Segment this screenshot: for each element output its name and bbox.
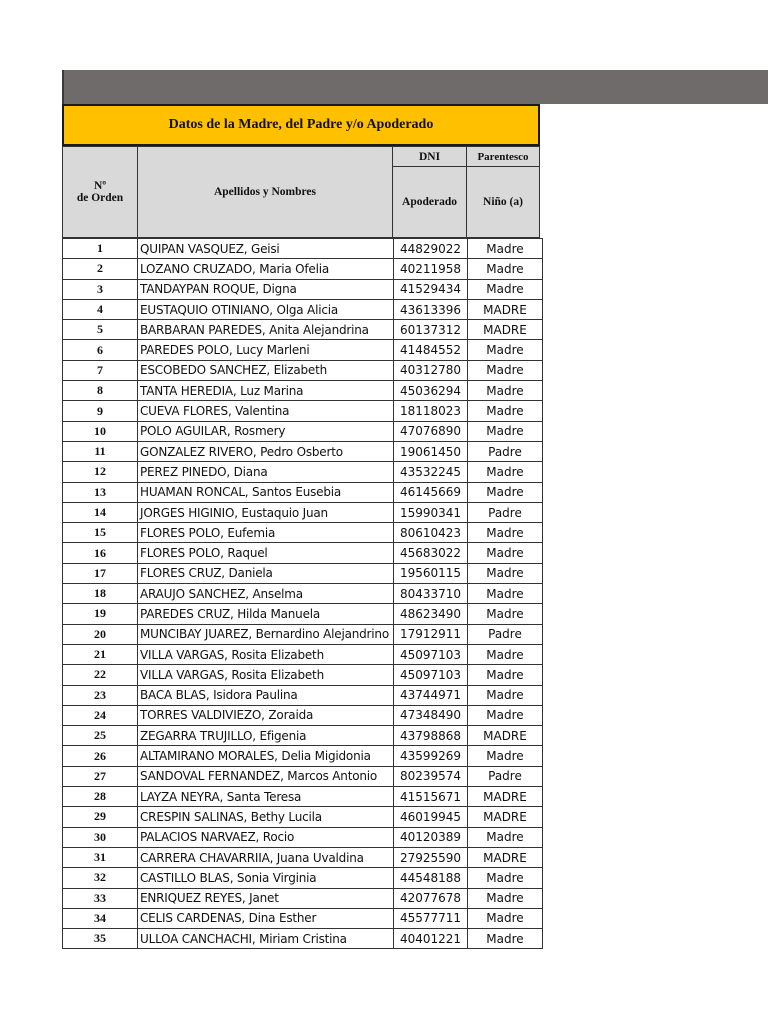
- row-parentesco: Padre: [468, 441, 543, 461]
- row-parentesco: Padre: [468, 502, 543, 522]
- row-number: 24: [63, 705, 138, 725]
- row-name: CARRERA CHAVARRIIA, Juana Uvaldina: [138, 847, 394, 867]
- row-dni: 43744971: [394, 685, 468, 705]
- row-parentesco: Madre: [468, 279, 543, 299]
- row-parentesco: Madre: [468, 888, 543, 908]
- row-parentesco: Madre: [468, 340, 543, 360]
- table-row: [63, 340, 543, 360]
- row-dni: 60137312: [394, 320, 468, 340]
- row-dni: 41515671: [394, 787, 468, 807]
- table-row: [63, 868, 543, 888]
- row-dni: 44829022: [394, 239, 468, 259]
- table-row: [63, 543, 543, 563]
- header-bar-edge: [62, 70, 64, 104]
- row-name: VILLA VARGAS, Rosita Elizabeth: [138, 665, 394, 685]
- row-number: 35: [63, 929, 138, 949]
- table-row: [63, 462, 543, 482]
- row-number: 13: [63, 482, 138, 502]
- row-name: ULLOA CANCHACHI, Miriam Cristina: [138, 929, 394, 949]
- table-row: [63, 766, 543, 786]
- table-row: [63, 665, 543, 685]
- row-name: ENRIQUEZ REYES, Janet: [138, 888, 394, 908]
- row-dni: 48623490: [394, 604, 468, 624]
- row-parentesco: Madre: [468, 685, 543, 705]
- row-name: BARBARAN PAREDES, Anita Alejandrina: [138, 320, 394, 340]
- row-dni: 43613396: [394, 299, 468, 319]
- row-number: 8: [63, 381, 138, 401]
- row-number: 25: [63, 726, 138, 746]
- row-dni: 40312780: [394, 360, 468, 380]
- row-name: VILLA VARGAS, Rosita Elizabeth: [138, 644, 394, 664]
- row-name: CELIS CARDENAS, Dina Esther: [138, 908, 394, 928]
- table-row: [63, 482, 543, 502]
- row-number: 10: [63, 421, 138, 441]
- row-number: 26: [63, 746, 138, 766]
- row-parentesco: Madre: [468, 563, 543, 583]
- row-dni: 45036294: [394, 381, 468, 401]
- table-row: [63, 401, 543, 421]
- row-name: GONZALEZ RIVERO, Pedro Osberto: [138, 441, 394, 461]
- row-parentesco: MADRE: [468, 847, 543, 867]
- row-parentesco: Madre: [468, 462, 543, 482]
- table-row: [63, 644, 543, 664]
- row-number: 19: [63, 604, 138, 624]
- row-number: 17: [63, 563, 138, 583]
- row-number: 34: [63, 908, 138, 928]
- row-dni: 42077678: [394, 888, 468, 908]
- row-name: FLORES POLO, Eufemia: [138, 523, 394, 543]
- row-dni: 17912911: [394, 624, 468, 644]
- row-number: 32: [63, 868, 138, 888]
- row-dni: 80610423: [394, 523, 468, 543]
- row-parentesco: MADRE: [468, 320, 543, 340]
- row-parentesco: Madre: [468, 929, 543, 949]
- table-row: [63, 320, 543, 340]
- row-name: MUNCIBAY JUAREZ, Bernardino Alejandrino: [138, 624, 394, 644]
- row-dni: 40401221: [394, 929, 468, 949]
- row-parentesco: MADRE: [468, 807, 543, 827]
- row-dni: 15990341: [394, 502, 468, 522]
- row-name: FLORES CRUZ, Daniela: [138, 563, 394, 583]
- header-orden: Nº de Orden: [62, 146, 138, 238]
- row-number: 4: [63, 299, 138, 319]
- row-number: 20: [63, 624, 138, 644]
- row-number: 30: [63, 827, 138, 847]
- row-dni: 80433710: [394, 584, 468, 604]
- header-nino: Niño (a): [466, 166, 540, 238]
- header-apoderado: Apoderado: [392, 166, 467, 238]
- table-row: [63, 888, 543, 908]
- row-name: CASTILLO BLAS, Sonia Virginia: [138, 868, 394, 888]
- row-name: ESCOBEDO SANCHEZ, Elizabeth: [138, 360, 394, 380]
- row-number: 2: [63, 259, 138, 279]
- row-parentesco: Madre: [468, 523, 543, 543]
- row-parentesco: MADRE: [468, 787, 543, 807]
- row-dni: 19061450: [394, 441, 468, 461]
- row-number: 21: [63, 644, 138, 664]
- header-dni: DNI: [392, 146, 467, 167]
- guardians-table: [62, 238, 543, 949]
- table-row: [63, 604, 543, 624]
- row-name: TORRES VALDIVIEZO, Zoraida: [138, 705, 394, 725]
- row-parentesco: Madre: [468, 644, 543, 664]
- table-row: [63, 502, 543, 522]
- row-dni: 41484552: [394, 340, 468, 360]
- table-row: [63, 726, 543, 746]
- row-dni: 45577711: [394, 908, 468, 928]
- row-name: FLORES POLO, Raquel: [138, 543, 394, 563]
- row-dni: 46019945: [394, 807, 468, 827]
- header-apellidos-nombres: Apellidos y Nombres: [137, 146, 393, 238]
- table-row: [63, 279, 543, 299]
- row-parentesco: MADRE: [468, 299, 543, 319]
- table-row: [63, 259, 543, 279]
- row-number: 29: [63, 807, 138, 827]
- row-parentesco: Madre: [468, 360, 543, 380]
- row-parentesco: Padre: [468, 624, 543, 644]
- row-dni: 43599269: [394, 746, 468, 766]
- row-number: 28: [63, 787, 138, 807]
- row-number: 3: [63, 279, 138, 299]
- row-dni: 43798868: [394, 726, 468, 746]
- row-name: CUEVA FLORES, Valentina: [138, 401, 394, 421]
- table-row: [63, 624, 543, 644]
- row-name: LAYZA NEYRA, Santa Teresa: [138, 787, 394, 807]
- table-body: [63, 239, 543, 949]
- row-number: 5: [63, 320, 138, 340]
- row-dni: 19560115: [394, 563, 468, 583]
- row-name: CRESPIN SALINAS, Bethy Lucila: [138, 807, 394, 827]
- row-number: 31: [63, 847, 138, 867]
- row-number: 12: [63, 462, 138, 482]
- row-name: HUAMAN RONCAL, Santos Eusebia: [138, 482, 394, 502]
- row-parentesco: Madre: [468, 827, 543, 847]
- row-number: 9: [63, 401, 138, 421]
- table-row: [63, 584, 543, 604]
- row-parentesco: Madre: [468, 381, 543, 401]
- table-row: [63, 929, 543, 949]
- row-number: 11: [63, 441, 138, 461]
- row-parentesco: Madre: [468, 421, 543, 441]
- row-number: 33: [63, 888, 138, 908]
- table-row: [63, 381, 543, 401]
- row-name: TANTA HEREDIA, Luz Marina: [138, 381, 394, 401]
- row-dni: 43532245: [394, 462, 468, 482]
- table-row: [63, 239, 543, 259]
- row-parentesco: Madre: [468, 584, 543, 604]
- row-dni: 80239574: [394, 766, 468, 786]
- row-name: TANDAYPAN ROQUE, Digna: [138, 279, 394, 299]
- row-number: 27: [63, 766, 138, 786]
- row-parentesco: Madre: [468, 482, 543, 502]
- row-dni: 44548188: [394, 868, 468, 888]
- row-dni: 47348490: [394, 705, 468, 725]
- row-name: PALACIOS NARVAEZ, Rocio: [138, 827, 394, 847]
- row-parentesco: Madre: [468, 239, 543, 259]
- row-number: 18: [63, 584, 138, 604]
- row-number: 16: [63, 543, 138, 563]
- row-parentesco: Madre: [468, 908, 543, 928]
- row-name: PEREZ PINEDO, Diana: [138, 462, 394, 482]
- table-row: [63, 827, 543, 847]
- row-number: 23: [63, 685, 138, 705]
- table-row: [63, 807, 543, 827]
- row-number: 6: [63, 340, 138, 360]
- row-parentesco: Padre: [468, 766, 543, 786]
- table-title: Datos de la Madre, del Padre y/o Apoderado: [62, 104, 540, 146]
- row-dni: 40211958: [394, 259, 468, 279]
- row-dni: 41529434: [394, 279, 468, 299]
- table-row: [63, 360, 543, 380]
- row-dni: 18118023: [394, 401, 468, 421]
- table-row: [63, 563, 543, 583]
- row-dni: 45097103: [394, 644, 468, 664]
- row-name: PAREDES CRUZ, Hilda Manuela: [138, 604, 394, 624]
- table-row: [63, 787, 543, 807]
- row-parentesco: Madre: [468, 401, 543, 421]
- row-dni: 27925590: [394, 847, 468, 867]
- row-name: ZEGARRA TRUJILLO, Efigenia: [138, 726, 394, 746]
- row-dni: 46145669: [394, 482, 468, 502]
- row-name: BACA BLAS, Isidora Paulina: [138, 685, 394, 705]
- table-row: [63, 746, 543, 766]
- row-parentesco: Madre: [468, 705, 543, 725]
- row-number: 1: [63, 239, 138, 259]
- row-number: 14: [63, 502, 138, 522]
- table-row: [63, 421, 543, 441]
- row-parentesco: Madre: [468, 746, 543, 766]
- row-parentesco: Madre: [468, 543, 543, 563]
- row-parentesco: Madre: [468, 259, 543, 279]
- table-row: [63, 523, 543, 543]
- row-dni: 40120389: [394, 827, 468, 847]
- header-bar: [62, 70, 768, 104]
- row-name: ALTAMIRANO MORALES, Delia Migidonia: [138, 746, 394, 766]
- row-dni: 45097103: [394, 665, 468, 685]
- table-row: [63, 908, 543, 928]
- row-dni: 47076890: [394, 421, 468, 441]
- row-dni: 45683022: [394, 543, 468, 563]
- row-number: 7: [63, 360, 138, 380]
- row-name: QUIPAN VASQUEZ, Geisi: [138, 239, 394, 259]
- row-name: POLO AGUILAR, Rosmery: [138, 421, 394, 441]
- table-row: [63, 847, 543, 867]
- table-row: [63, 299, 543, 319]
- row-name: EUSTAQUIO OTINIANO, Olga Alicia: [138, 299, 394, 319]
- row-name: LOZANO CRUZADO, Maria Ofelia: [138, 259, 394, 279]
- row-parentesco: Madre: [468, 665, 543, 685]
- row-name: PAREDES POLO, Lucy Marleni: [138, 340, 394, 360]
- row-name: ARAUJO SANCHEZ, Anselma: [138, 584, 394, 604]
- row-parentesco: Madre: [468, 604, 543, 624]
- row-name: SANDOVAL FERNANDEZ, Marcos Antonio: [138, 766, 394, 786]
- header-parentesco: Parentesco: [466, 146, 540, 167]
- row-parentesco: MADRE: [468, 726, 543, 746]
- row-name: JORGES HIGINIO, Eustaquio Juan: [138, 502, 394, 522]
- table-row: [63, 685, 543, 705]
- row-number: 15: [63, 523, 138, 543]
- row-number: 22: [63, 665, 138, 685]
- table-row: [63, 441, 543, 461]
- row-parentesco: Madre: [468, 868, 543, 888]
- table-row: [63, 705, 543, 725]
